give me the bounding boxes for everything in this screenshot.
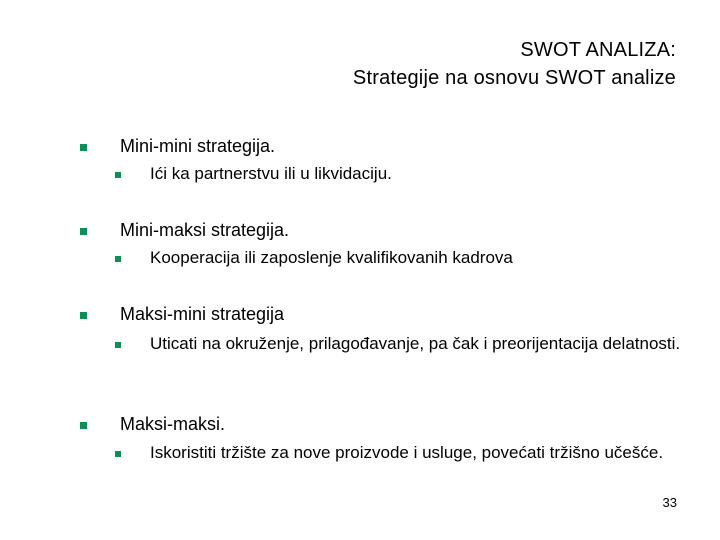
bullet-square-icon	[80, 422, 87, 429]
slide-title-line-1: SWOT ANALIZA:	[520, 39, 676, 61]
bullet-square-icon	[115, 256, 121, 262]
bullet-square-icon	[80, 228, 87, 235]
strategy-description: Kooperacija ili zaposlenje kvalifikovanih kadrova	[150, 248, 513, 267]
slide-title-line-2: Strategije na osnovu SWOT analize	[352, 67, 676, 89]
bullet-square-icon	[80, 144, 87, 151]
strategy-label: Maksi-mini strategija	[120, 304, 285, 324]
strategy-label: Mini-mini strategija.	[120, 136, 276, 156]
bullet-square-icon	[115, 342, 121, 348]
bullet-square-icon	[115, 451, 121, 457]
page-number: 33	[662, 495, 677, 510]
strategy-label: Mini-maksi strategija.	[120, 220, 290, 240]
strategy-description: Ići ka partnerstvu ili u likvidaciju.	[150, 164, 392, 183]
strategy-label: Maksi-maksi.	[120, 414, 226, 434]
bullet-square-icon	[80, 312, 87, 319]
strategy-description: Iskoristiti tržište za nove proizvode i usluge, povećati tržišno učešće.	[150, 443, 664, 462]
strategy-description: Uticati na okruženje, prilagođavanje, pa čak i preorijentacija delatnosti.	[150, 334, 681, 353]
bullet-square-icon	[115, 172, 121, 178]
